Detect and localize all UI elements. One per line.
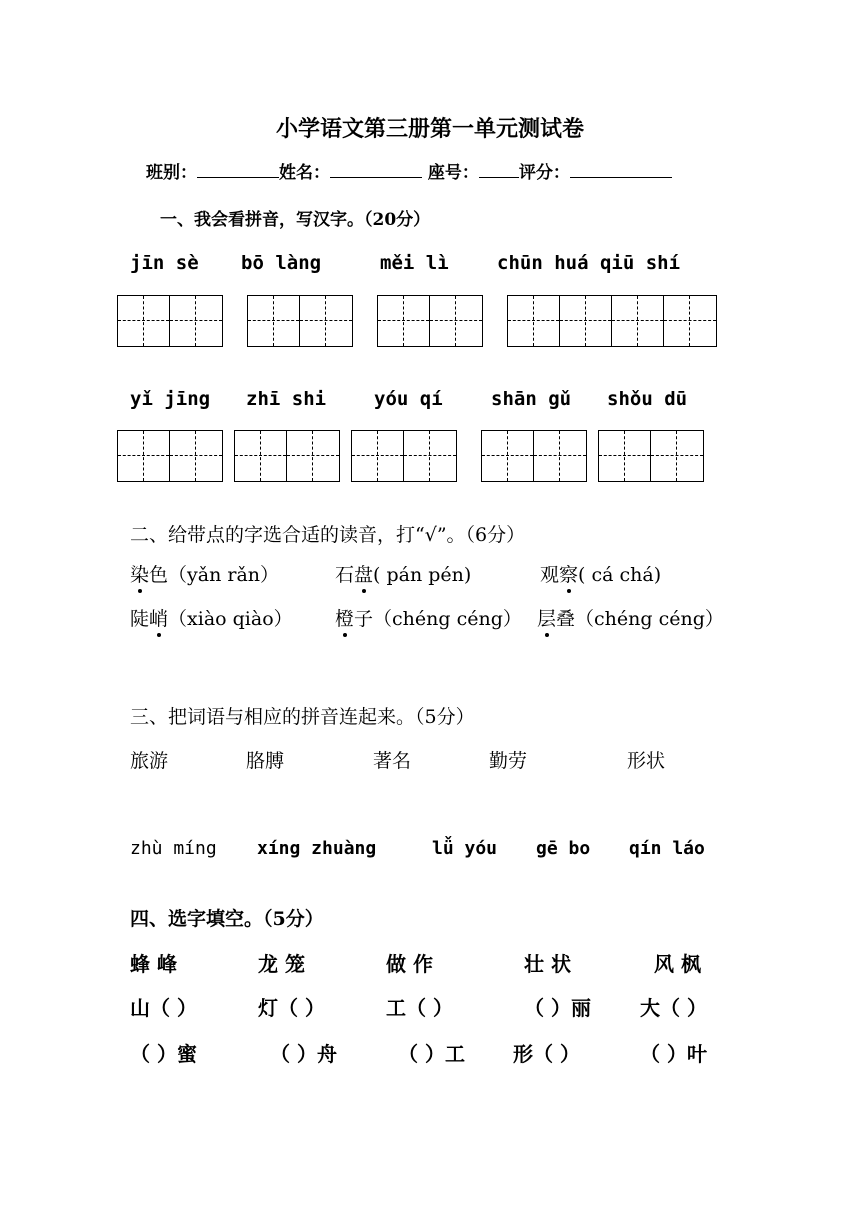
grid-cell[interactable] [287,431,339,481]
grid-cell[interactable] [352,431,404,481]
match-pinyin[interactable]: qín láo [629,838,705,859]
fill-blank-item[interactable]: 形（ ） [513,1042,580,1066]
match-word[interactable]: 旅游 [130,750,169,772]
word-character: 石 [335,564,355,586]
dotted-character: 层 [537,604,556,631]
section3-heading: 三、把词语与相应的拼音连起来。（5分） [130,706,475,728]
reading-choice-item [335,560,471,587]
name-label: 姓名： [279,163,330,183]
writing-grid[interactable] [481,430,587,482]
pinyin-prompt: shǒu dū [607,388,688,410]
dotted-character: 橙 [335,604,354,631]
writing-grid[interactable] [234,430,340,482]
dotted-character: 染 [130,560,149,587]
match-word[interactable]: 著名 [373,750,412,772]
pinyin-prompt: shān gǔ [491,388,572,410]
character-pair: 龙 笼 [258,952,305,976]
pinyin-prompt: yóu qí [374,388,443,410]
pinyin-prompt: zhī shi [246,388,327,410]
pinyin-prompt: chūn huá qiū shí [497,252,681,274]
grid-cell[interactable] [482,431,534,481]
page-title: 小学语文第三册第一单元测试卷 [275,116,584,142]
section2-heading: 二、给带点的字选合适的读音，打“√”。（6分） [130,524,526,546]
grid-cell[interactable] [378,296,430,346]
match-pinyin[interactable]: xíng zhuàng [257,838,377,859]
grid-cell[interactable] [118,296,170,346]
writing-grid[interactable] [598,430,704,482]
fill-blank-item[interactable]: 大（ ） [640,996,707,1020]
fill-blank-item[interactable]: （ ）丽 [524,996,591,1020]
writing-grid[interactable] [247,295,353,347]
word-character: 色 [149,564,169,586]
seat-label: 座号： [427,163,479,183]
grid-cell[interactable] [534,431,586,481]
writing-grid[interactable] [507,295,717,347]
grid-cell[interactable] [508,296,560,346]
grid-cell[interactable] [651,431,703,481]
fill-blank-item[interactable]: 灯（ ） [258,996,325,1020]
dotted-character: 察 [559,560,578,587]
character-pair: 做 作 [386,952,433,976]
grid-cell[interactable] [170,431,222,481]
character-pair: 壮 状 [524,952,571,976]
word-character: 叠 [556,608,576,630]
grid-cell[interactable] [560,296,612,346]
fill-blank-item[interactable]: （ ）工 [398,1042,465,1066]
pinyin-prompt: měi lì [380,252,449,274]
reading-choice-line-1 [130,560,279,587]
fill-blank-item[interactable]: 山（ ） [130,996,197,1020]
match-word[interactable]: 勤劳 [489,750,528,772]
section4-heading: 四、选字填空。（5分） [130,908,324,930]
match-pinyin[interactable]: zhù míng [130,838,217,859]
dotted-character: 峭 [149,604,168,631]
pronunciation-options[interactable]: （chéng céng） [373,608,522,630]
match-word[interactable]: 形状 [627,750,666,772]
character-pair: 风 枫 [654,952,701,976]
grid-cell[interactable] [664,296,716,346]
character-pair: 蜂 峰 [130,952,177,976]
grid-cell[interactable] [612,296,664,346]
score-blank[interactable] [570,163,672,178]
grid-cell[interactable] [118,431,170,481]
pronunciation-options[interactable]: （yǎn rǎn） [168,564,280,586]
writing-grid[interactable] [377,295,483,347]
word-character: 陡 [130,608,150,630]
fill-blank-item[interactable]: （ ）叶 [640,1042,707,1066]
class-blank[interactable] [197,163,279,178]
writing-grid[interactable] [351,430,457,482]
name-blank[interactable] [330,163,422,178]
fill-blank-item[interactable]: （ ）舟 [270,1042,337,1066]
writing-grid[interactable] [117,295,223,347]
pinyin-prompt: jīn sè [130,252,199,274]
reading-choice-line-2 [130,604,293,631]
pinyin-prompt: yǐ jīng [130,388,211,410]
reading-choice-item [537,604,724,631]
pronunciation-options[interactable]: （xiào qiào） [168,608,293,630]
reading-choice-item [335,604,522,631]
reading-choice-item [540,560,661,587]
seat-blank[interactable] [479,163,519,178]
fill-blank-item[interactable]: 工（ ） [386,996,453,1020]
word-character: 观 [540,564,560,586]
pronunciation-options[interactable]: ( pán pén) [373,564,472,586]
grid-cell[interactable] [235,431,287,481]
match-pinyin[interactable]: lǚ yóu [432,838,498,859]
grid-cell[interactable] [430,296,482,346]
student-info-line [146,158,672,183]
grid-cell[interactable] [599,431,651,481]
pronunciation-options[interactable]: ( cá chá) [578,564,662,586]
match-pinyin[interactable]: gē bo [536,838,591,859]
writing-grid[interactable] [117,430,223,482]
section1-heading: 一、我会看拼音，写汉字。（20分） [160,210,431,230]
word-character: 子 [354,608,374,630]
fill-blank-item[interactable]: （ ）蜜 [130,1042,197,1066]
grid-cell[interactable] [404,431,456,481]
score-label: 评分： [518,163,570,183]
dotted-character: 盘 [354,560,373,587]
class-label: 班别： [146,163,197,183]
pronunciation-options[interactable]: （chéng céng） [575,608,724,630]
grid-cell[interactable] [300,296,352,346]
match-word[interactable]: 胳膊 [246,750,285,772]
grid-cell[interactable] [248,296,300,346]
pinyin-prompt: bō làng [241,252,322,274]
grid-cell[interactable] [170,296,222,346]
